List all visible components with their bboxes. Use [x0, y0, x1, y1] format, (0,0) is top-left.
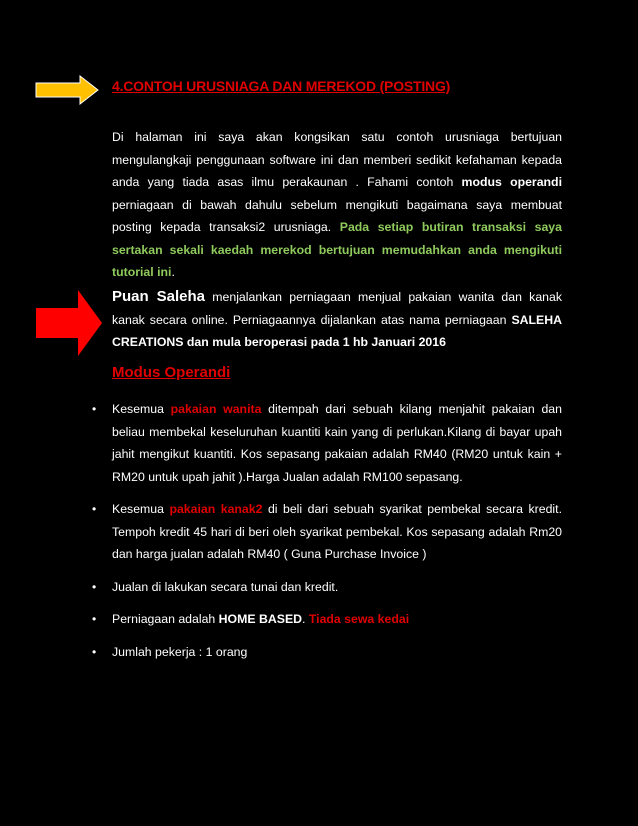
section-heading: 4.CONTOH URUSNIAGA DAN MEREKOD (POSTING): [112, 78, 451, 94]
bullet-icon: •: [92, 502, 97, 516]
story-paragraph: Puan Saleha menjalankan perniagaan menjual pakaian wanita dan kanak kanak secara online. Perniagaannya dijalankan atas nama perniagaan SALEHA CREATIONS dan mula beroperasi pada 1 hb Januari 2016: [112, 288, 562, 349]
bullet-icon: •: [92, 612, 97, 626]
list-item: • Kesemua pakaian kanak2 di beli dari sebuah syarikat pembekal secara kredit. Tempoh kredit 45 hari di beri oleh syarikat pembekal. Kos sepasang adalah Rm20 dan harga jualan adalah RM40 ( Guna Purchase Invoice ): [112, 498, 562, 566]
list-item: • Jualan di lakukan secara tunai dan kredit.: [112, 576, 562, 599]
list-item: • Perniagaan adalah HOME BASED. Tiada sewa kedai: [112, 608, 562, 631]
bullet-icon: •: [92, 579, 97, 594]
intro-paragraph: Di halaman ini saya akan kongsikan satu contoh urusniaga bertujuan mengulangkaji penggunaan software ini dan memberi sedikit kefahaman kepada anda yang tiada asas ilmu perakaunan . Fahami contoh modus operandi perniagaan di bawah dahulu sebelum mengikuti bagaimana saya membuat posting kepada transaksi2 urusniaga. Pada setiap butiran transaksi saya sertakan sekali kaedah merekod bertujuan memudahkan anda mengikuti tutorial ini.: [112, 130, 562, 279]
list-item: • Kesemua pakaian wanita ditempah dari sebuah kilang menjahit pakaian dan beliau membekal keseluruhan kuantiti kain yang di perlukan.Kilang di bayar upah jahit mengikut kuantiti. Kos sepasang pakaian adalah RM40 (RM20 untuk kain + RM20 untuk upah jahit ).Harga Jualan adalah RM100 sepasang.: [112, 398, 562, 488]
operations-list: [92, 398, 563, 673]
modus-operandi-heading: Modus Operandi: [112, 364, 231, 381]
bullet-icon: •: [92, 402, 97, 416]
list-item: • Jumlah pekerja : 1 orang: [112, 641, 562, 664]
bullet-icon: •: [92, 644, 97, 659]
red-arrow-icon: [32, 286, 106, 360]
yellow-arrow-icon: [34, 75, 100, 105]
owner-name: Puan Saleha: [112, 288, 206, 305]
